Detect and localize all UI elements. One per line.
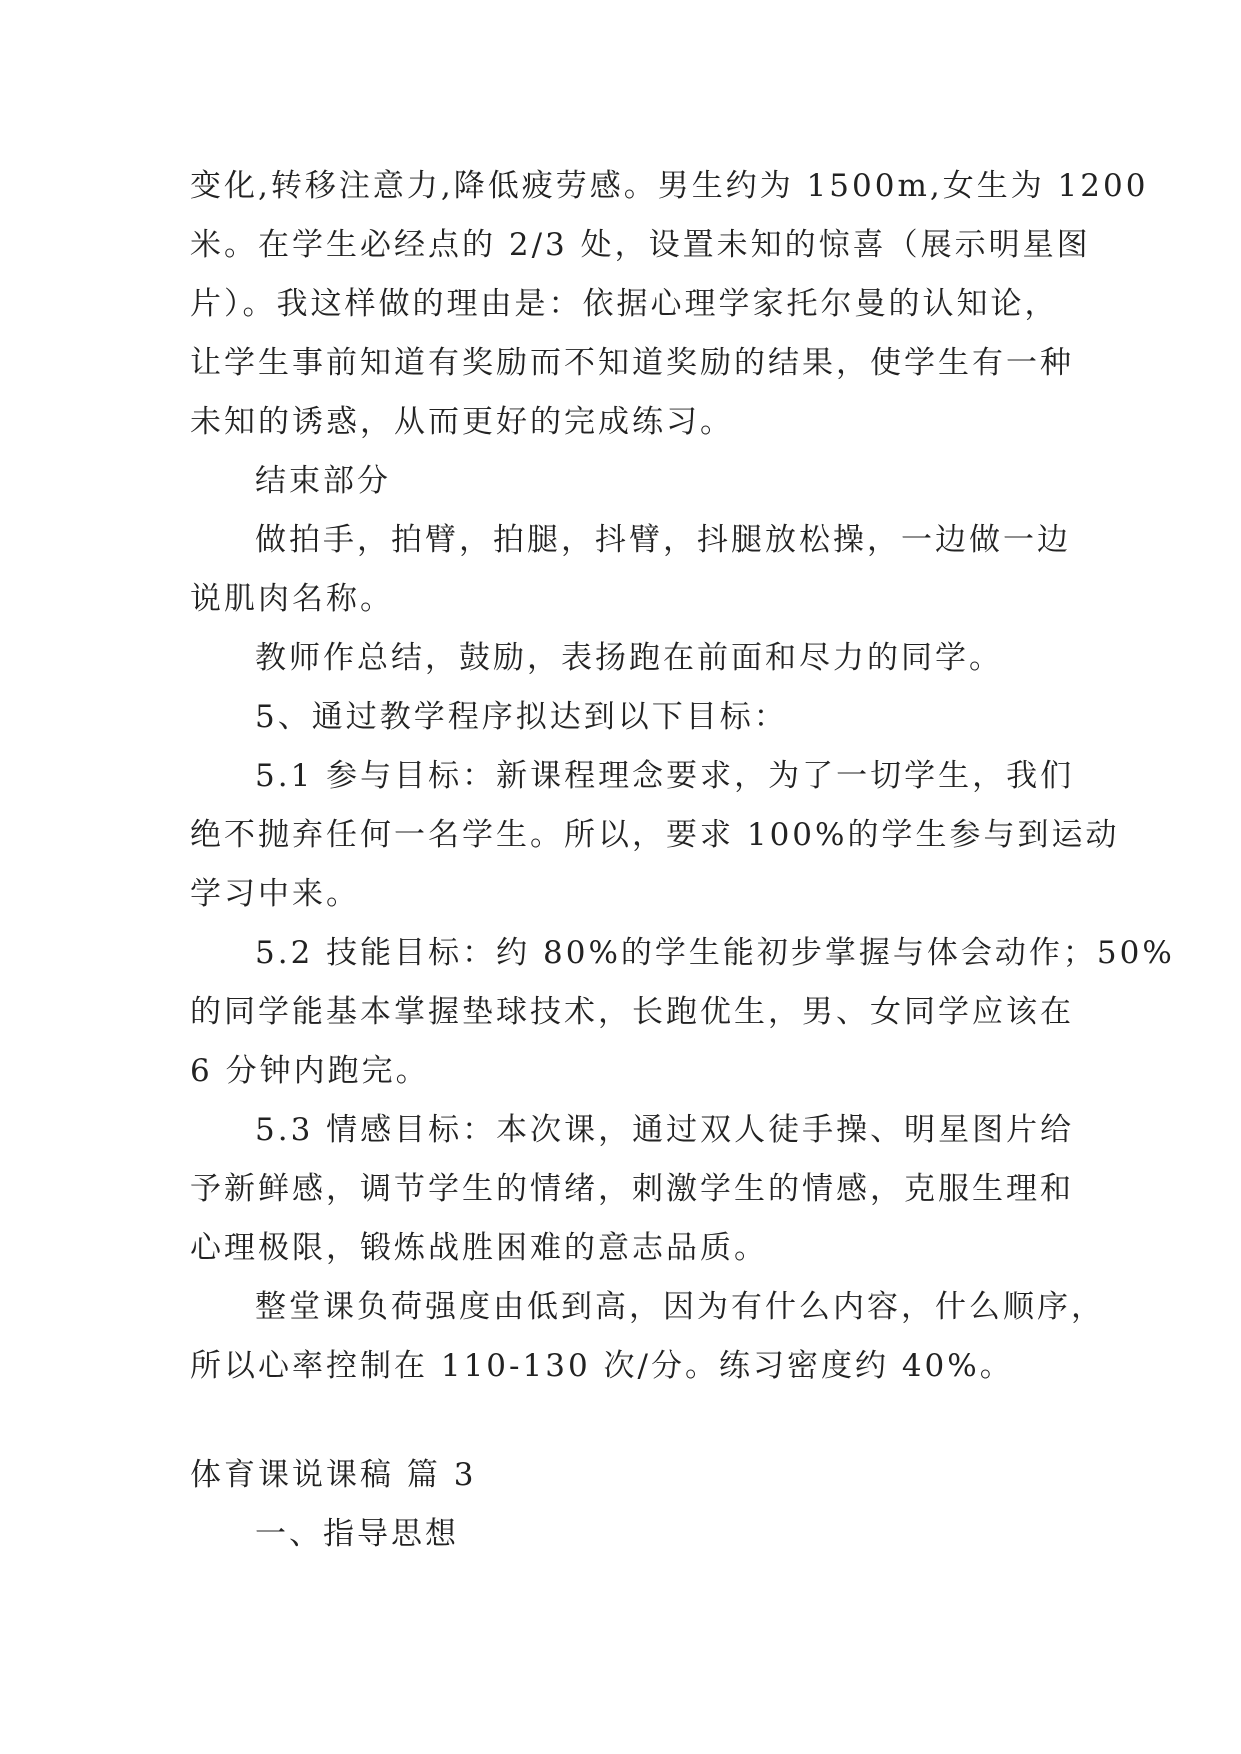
body-text-line: 片）。我这样做的理由是：依据心理学家托尔曼的认知论， [190,286,1059,322]
section-title: 体育课说课稿 篇 3 [190,1457,477,1493]
paragraph-first-line: 5.3 情感目标：本次课，通过双人徒手操、明星图片给 [255,1112,1075,1148]
body-text-line: 予新鲜感，调节学生的情绪，刺激学生的情感，克服生理和 [190,1171,1074,1207]
paragraph-first-line: 教师作总结，鼓励，表扬跑在前面和尽力的同学。 [255,640,1003,676]
paragraph-first-line: 5.2 技能目标：约 80%的学生能初步掌握与体会动作；50% [255,935,1175,971]
section-heading: 结束部分 [255,463,391,499]
paragraph-first-line: 做拍手，拍臂，拍腿，抖臂，抖腿放松操，一边做一边 [255,522,1071,558]
paragraph-first-line: 5.1 参与目标：新课程理念要求，为了一切学生，我们 [255,758,1075,794]
body-text-line: 所以心率控制在 110-130 次/分。练习密度约 40%。 [190,1348,1014,1384]
paragraph-first-line: 5、通过教学程序拟达到以下目标： [255,699,788,735]
body-text-line: 学习中来。 [190,876,360,912]
body-text-line: 的同学能基本掌握垫球技术，长跑优生，男、女同学应该在 [190,994,1074,1030]
paragraph-first-line: 整堂课负荷强度由低到高，因为有什么内容，什么顺序， [255,1289,1105,1325]
body-text-line: 说肌肉名称。 [190,581,394,617]
body-text-line: 6 分钟内跑完。 [190,1053,430,1089]
body-text-line: 让学生事前知道有奖励而不知道奖励的结果，使学生有一种 [190,345,1074,381]
body-text-line: 米。在学生必经点的 2/3 处，设置未知的惊喜（展示明星图 [190,227,1091,263]
section-heading: 一、指导思想 [255,1516,459,1552]
body-text-line: 绝不抛弃任何一名学生。所以，要求 100%的学生参与到运动 [190,817,1120,853]
body-text-line: 变化,转移注意力,降低疲劳感。男生约为 1500m,女生为 1200 [190,168,1149,204]
body-text-line: 心理极限，锻炼战胜困难的意志品质。 [190,1230,768,1266]
body-text-line: 未知的诱惑，从而更好的完成练习。 [190,404,734,440]
